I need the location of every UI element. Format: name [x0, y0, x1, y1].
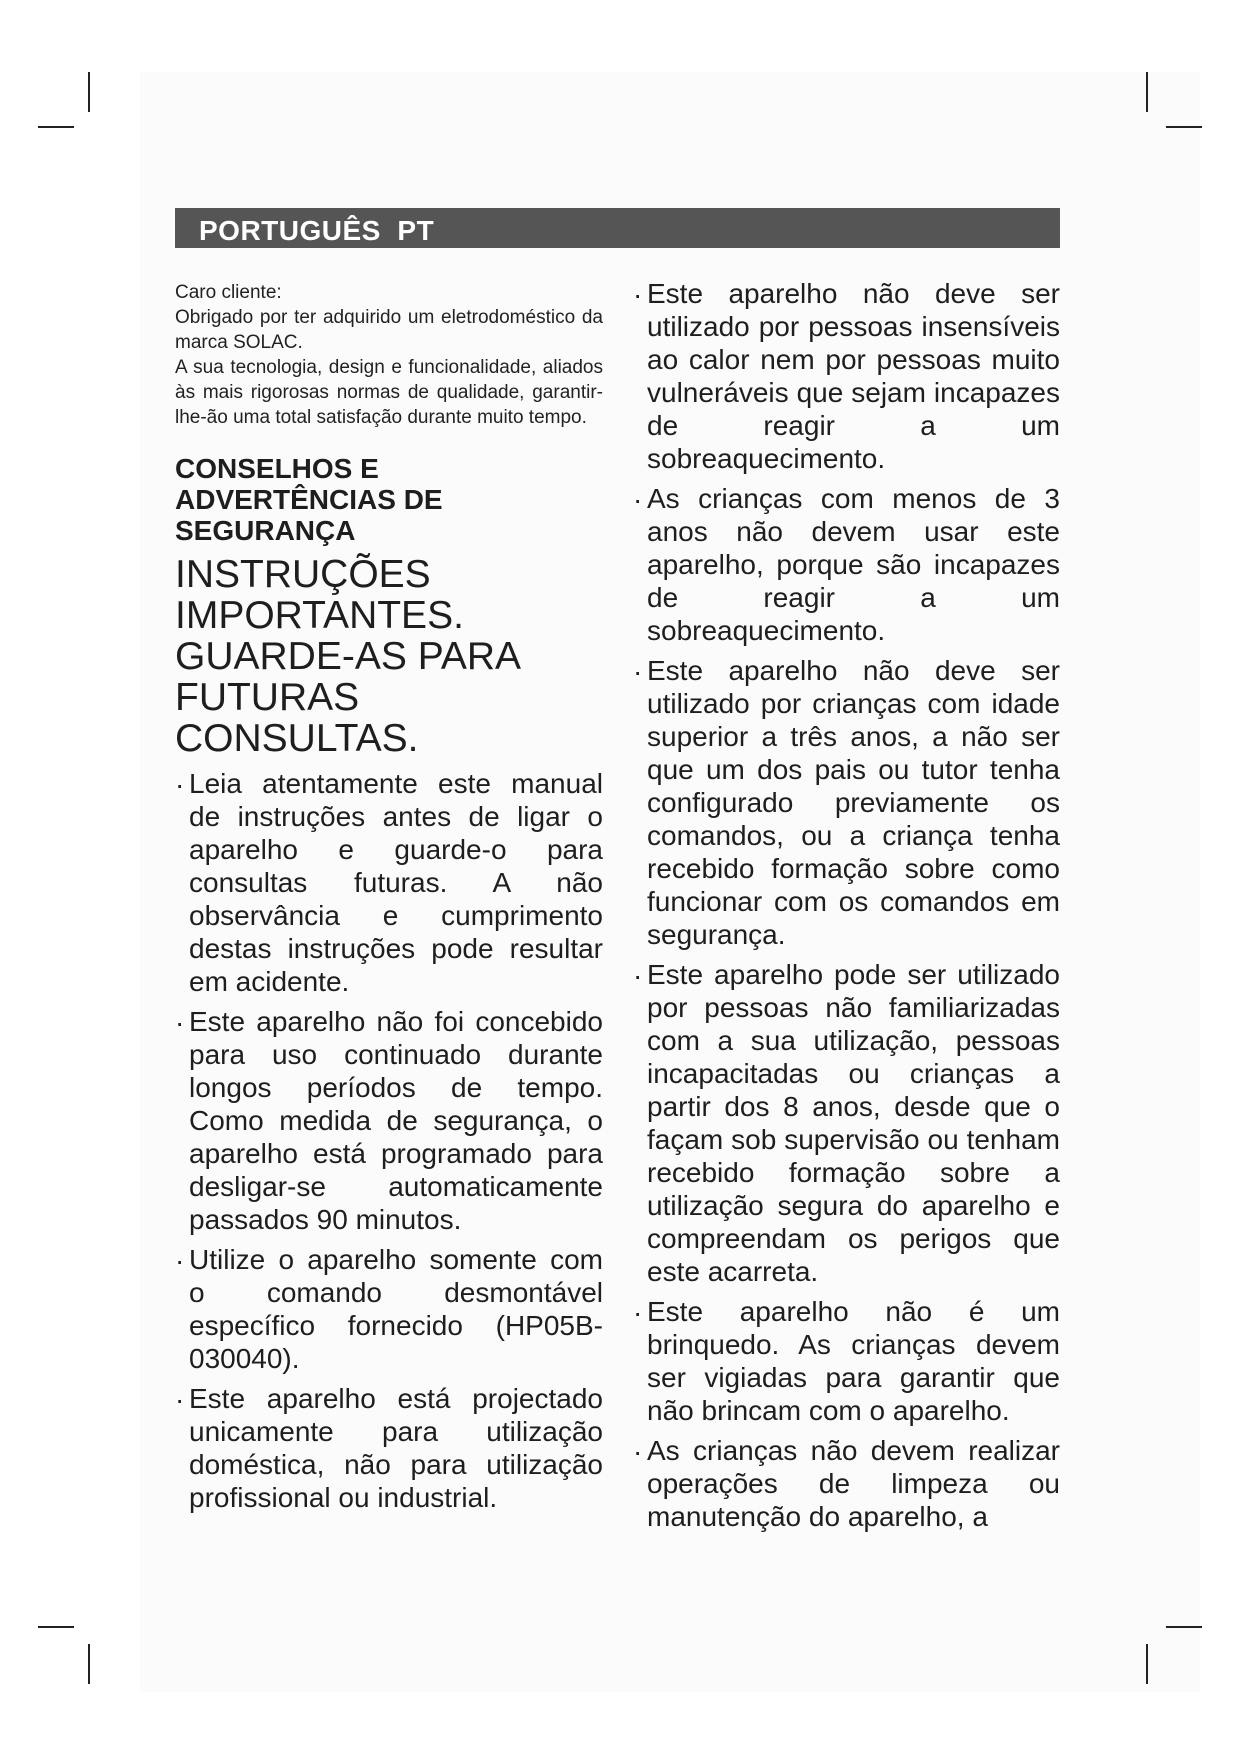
crop-mark-top-right-vertical: [1146, 72, 1148, 112]
crop-mark-top-right-horizontal: [1166, 126, 1202, 128]
left-column: [175, 280, 603, 1521]
list-item: [175, 1243, 603, 1375]
list-item: [633, 958, 1060, 1288]
right-column: [633, 277, 1060, 1540]
right-bullet-list: [633, 277, 1060, 1533]
bullet-dot: ·: [175, 1384, 185, 1415]
bullet-dot: ·: [175, 1245, 185, 1276]
list-item: [175, 767, 603, 998]
list-item: [633, 1295, 1060, 1427]
list-item-text: As crianças com menos de 3 anos não devem usar este aparelho, porque são incapazes de reagir a um sobreaquecimento.: [647, 483, 1060, 646]
crop-mark-bottom-left-vertical: [88, 1644, 90, 1684]
section-title: CONSELHOS E ADVERTÊNCIAS DE SEGURANÇA: [175, 453, 443, 546]
language-banner: [175, 208, 1060, 248]
bullet-dot: ·: [175, 769, 185, 800]
crop-mark-bottom-right-vertical: [1146, 1644, 1148, 1684]
crop-mark-top-left-horizontal: [38, 126, 74, 128]
important-instructions-title: INSTRUÇÕES IMPORTANTES. GUARDE-AS PARA FUTURAS CONSULTAS.: [175, 553, 519, 760]
bullet-dot: ·: [633, 960, 643, 991]
crop-mark-bottom-right-horizontal: [1166, 1626, 1202, 1628]
list-item: [175, 1382, 603, 1514]
list-item-text: Este aparelho não deve ser utilizado por pessoas insensíveis ao calor nem por pessoas muito vulneráveis que sejam incapazes de reagir a um sobreaquecimento.: [647, 278, 1060, 474]
bullet-dot: ·: [633, 1436, 643, 1467]
crop-mark-top-left-vertical: [88, 72, 90, 112]
list-item-text: Leia atentamente este manual de instruções antes de ligar o aparelho e guarde-o para consultas futuras. A não observância e cumprimento destas instruções pode resultar em acidente.: [189, 768, 603, 997]
list-item-text: As crianças não devem realizar operações de limpeza ou manutenção do aparelho, a: [647, 1435, 1060, 1532]
intro-text: [175, 280, 603, 430]
left-bullet-list: [175, 767, 603, 1514]
bullet-dot: ·: [633, 484, 643, 515]
list-item-text: Utilize o aparelho somente com o comando desmontável específico fornecido (HP05B-030040).: [189, 1244, 603, 1374]
intro-thanks: Obrigado por ter adquirido um eletrodoméstico da marca SOLAC.: [175, 307, 603, 353]
intro-greeting: Caro cliente:: [175, 282, 282, 303]
list-item: [175, 1005, 603, 1236]
language-label: PORTUGUÊS PT: [199, 215, 435, 246]
list-item: [633, 277, 1060, 475]
list-item: [633, 482, 1060, 647]
list-item: [633, 654, 1060, 951]
list-item-text: Este aparelho não deve ser utilizado por crianças com idade superior a três anos, a não ser que um dos pais ou tutor tenha configurado previamente os comandos, ou a criança tenha recebido formação sobre como funcionar com os comandos em segurança.: [647, 655, 1060, 950]
bullet-dot: ·: [633, 279, 643, 310]
bullet-dot: ·: [633, 1297, 643, 1328]
list-item-text: Este aparelho pode ser utilizado por pessoas não familiarizadas com a sua utilização, pessoas incapacitadas ou crianças a partir dos 8 anos, desde que o façam sob supervisão ou tenham recebido formação sobre a utilização segura do aparelho e compreendam os perigos que este acarreta.: [647, 959, 1060, 1287]
bullet-dot: ·: [633, 656, 643, 687]
bullet-dot: ·: [175, 1007, 185, 1038]
list-item-text: Este aparelho não é um brinquedo. As crianças devem ser vigiadas para garantir que não brincam com o aparelho.: [647, 1296, 1060, 1426]
list-item-text: Este aparelho está projectado unicamente para utilização doméstica, não para utilização profissional ou industrial.: [189, 1383, 603, 1513]
list-item: [633, 1434, 1060, 1533]
crop-mark-bottom-left-horizontal: [38, 1626, 74, 1628]
intro-technology: A sua tecnologia, design e funcionalidade, aliados às mais rigorosas normas de qualidade, garantir-lhe-ão uma total satisfação durante muito tempo.: [175, 357, 603, 428]
list-item-text: Este aparelho não foi concebido para uso continuado durante longos períodos de tempo. Como medida de segurança, o aparelho está programado para desligar-se automaticamente passados 90 minutos.: [189, 1006, 603, 1235]
